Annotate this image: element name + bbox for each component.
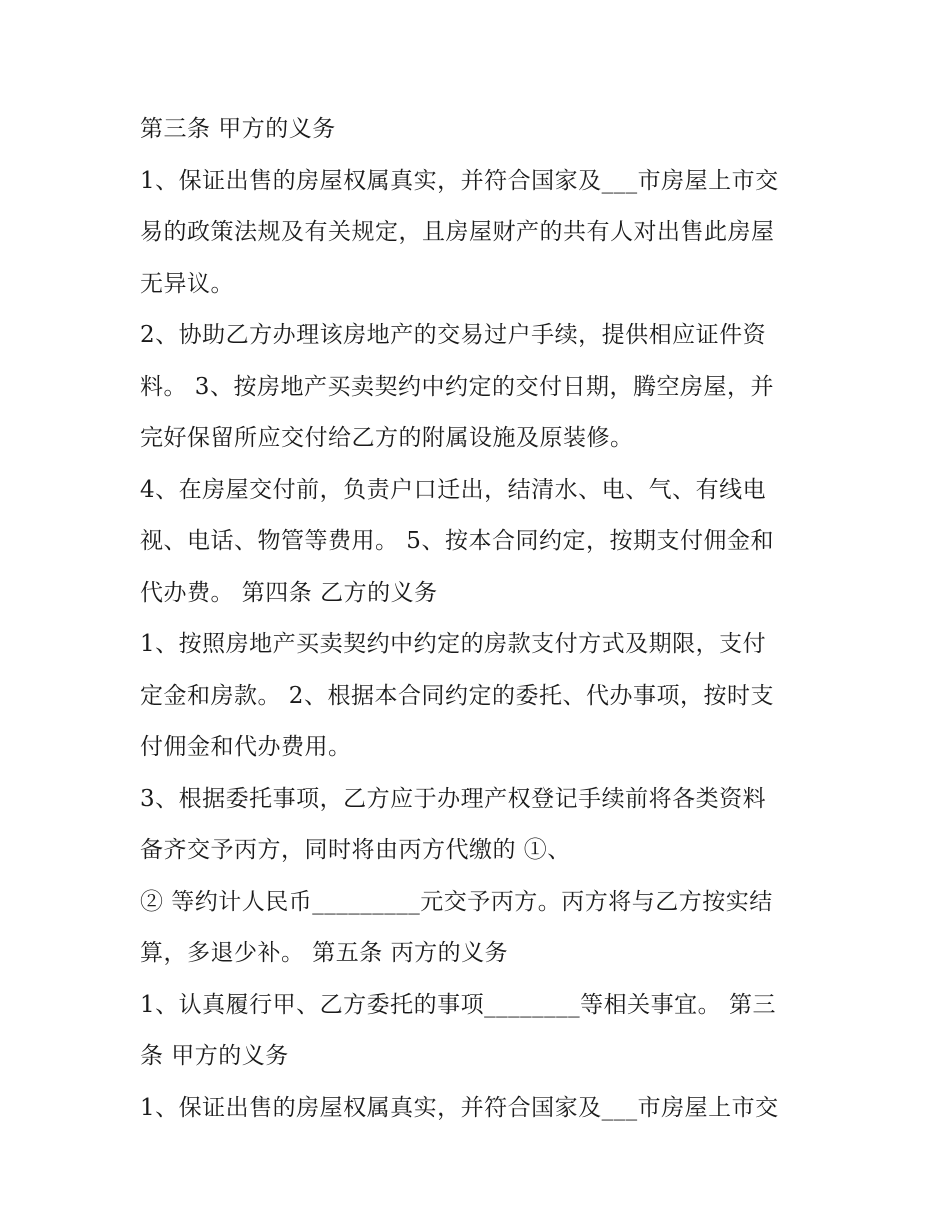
text-line: 2、协助乙方办理该房地产的交易过户手续，提供相应证件资 <box>140 322 767 348</box>
text-line: 1、保证出售的房屋权属真实，并符合国家及___市房屋上市交 <box>140 1094 779 1121</box>
text-line: 代办费。 第四条 乙方的义务 <box>140 579 438 606</box>
text-line: ② 等约计人民币_________元交予丙方。丙方将与乙方按实结 <box>140 888 773 915</box>
text-line: 1、认真履行甲、乙方委托的事项________等相关事宜。 第三 <box>140 991 776 1018</box>
text-line: 定金和房款。 2、根据本合同约定的委托、代办事项，按时支 <box>140 682 774 709</box>
text-line: 备齐交予丙方，同时将由丙方代缴的 ①、 <box>140 837 571 863</box>
text-line: 4、在房屋交付前，负责户口迁出，结清水、电、气、有线电 <box>140 476 767 503</box>
text-line: 完好保留所应交付给乙方的附属设施及原装修。 <box>140 425 634 451</box>
text-line: 料。 3、按房地产买卖契约中约定的交付日期，腾空房屋，并 <box>140 373 774 400</box>
heading-article-3: 第三条 甲方的义务 <box>140 116 336 142</box>
text-line: 1、按照房地产买卖契约中约定的房款支付方式及期限，支付 <box>140 631 767 657</box>
text-line: 条 甲方的义务 <box>140 1043 289 1069</box>
text-line: 算，多退少补。 第五条 丙方的义务 <box>140 940 509 966</box>
document-body <box>140 104 820 1134</box>
text-line: 付佣金和代办费用。 <box>140 734 352 760</box>
text-line: 无异议。 <box>140 270 234 297</box>
text-line: 3、根据委托事项，乙方应于办理产权登记手续前将各类资料 <box>140 785 767 812</box>
text-line: 易的政策法规及有关规定，且房屋财产的共有人对出售此房屋 <box>140 219 775 245</box>
text-line: 视、电话、物管等费用。 5、按本合同约定，按期支付佣金和 <box>140 528 774 554</box>
text-line: 1、保证出售的房屋权属真实，并符合国家及___市房屋上市交 <box>140 167 779 194</box>
